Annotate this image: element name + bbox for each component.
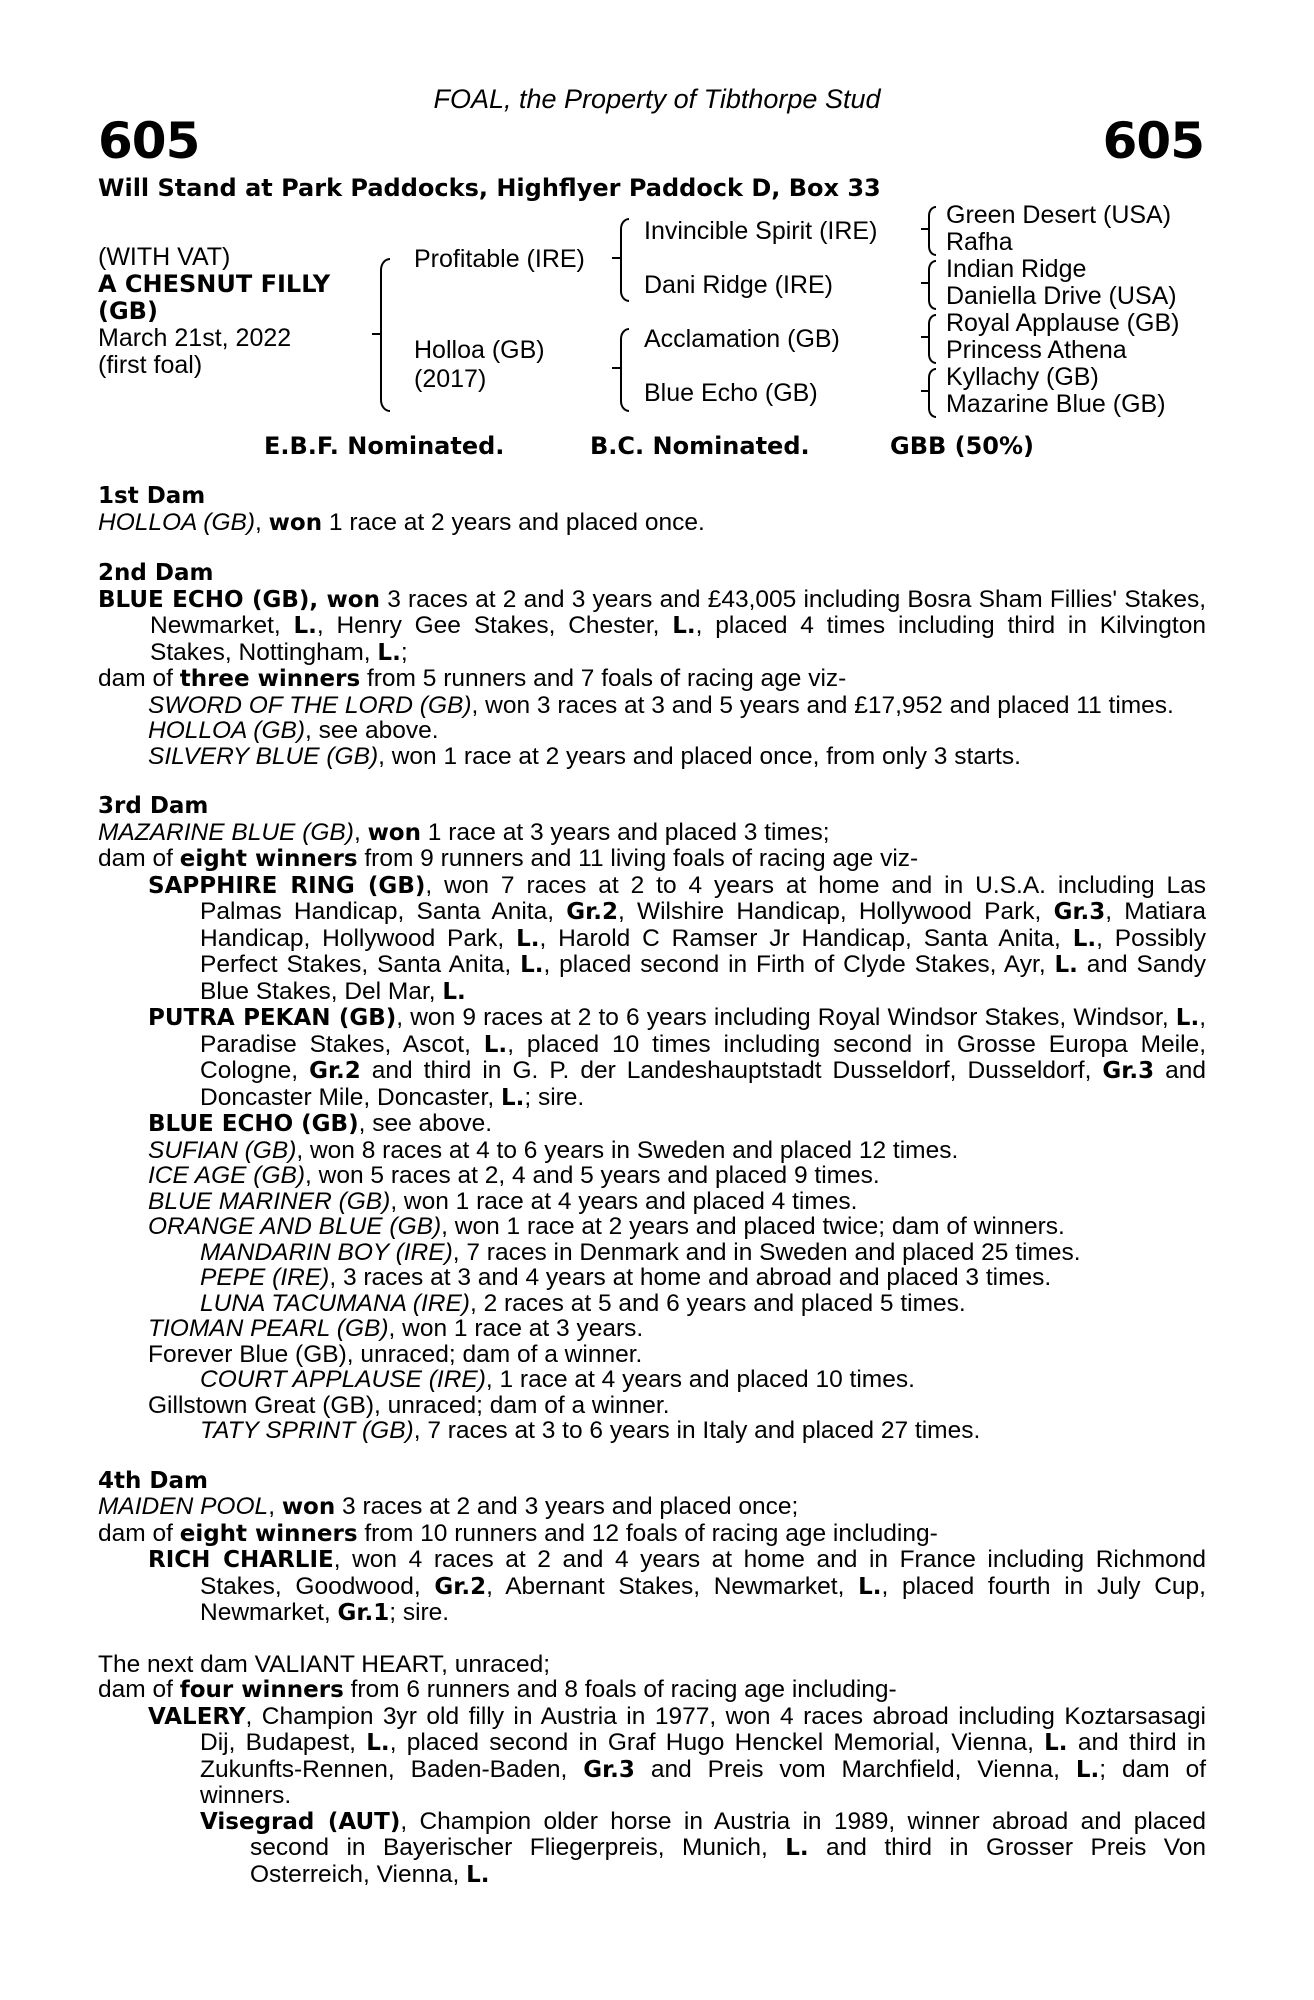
- progeny-text: , Champion older horse in Austria in 1989, winner abroad and placed second in Bayerischer Fliegerpreis, Munich,: [250, 1807, 1206, 1861]
- pedigree-brace-2b-tip: [612, 367, 620, 369]
- second-dam-heading: 2nd Dam: [98, 560, 214, 586]
- progeny-text: , won 7 races at 2 to 4 years at home and in U.S.A. including Las Palmas Handicap, Santa Anita,: [200, 871, 1206, 925]
- dam-year: (2017): [414, 365, 487, 393]
- progeny-text: ; sire.: [524, 1083, 585, 1111]
- subject-block: [98, 244, 330, 379]
- next-dam-entry: The next dam VALIANT HEART, unraced;: [98, 1650, 551, 1678]
- progeny-text: and Sandy Blue Stakes, Del Mar,: [200, 951, 1206, 1005]
- progeny-entry: [98, 1547, 1206, 1627]
- progeny-entry: Gillstown Great (GB), unraced; dam of a winner.: [148, 1391, 670, 1419]
- listed-badge: L.: [466, 1861, 490, 1888]
- third-dam-winners: eight winners: [179, 846, 358, 872]
- group-badge: Gr.2: [434, 1573, 487, 1600]
- group-badge: Gr.3: [1053, 899, 1106, 925]
- next-dam-produce: [98, 1677, 1206, 1704]
- gen4-6: Princess Athena: [946, 336, 1127, 364]
- fourth-dam-entry: MAIDEN POOL, won 3 races at 2 and 3 years and placed once;: [98, 1493, 799, 1520]
- second-dam-text: 3 races at 2 and 3 years and £43,005 including Bosra Sham Fillies' Stakes, Newmarket,: [150, 585, 1207, 639]
- second-dam-name: BLUE ECHO (GB): [98, 586, 310, 613]
- progeny-text: , 3 races at 3 and 4 years at home and abroad and placed 3 times.: [329, 1264, 1052, 1291]
- progeny-name: BLUE ECHO (GB): [148, 1111, 359, 1137]
- dam-sire: Acclamation (GB): [644, 325, 840, 353]
- second-dam-entry: [98, 587, 1206, 667]
- progeny-text: , won 1 race at 3 years.: [388, 1315, 644, 1342]
- sire-sire: Invincible Spirit (IRE): [644, 217, 878, 245]
- group-badge: Gr.2: [309, 1058, 361, 1084]
- page-title: FOAL, the Property of Tibthorpe Stud: [433, 84, 881, 114]
- progeny-name: TIOMAN PEARL (GB): [148, 1315, 389, 1342]
- listed-badge: L.: [516, 925, 540, 952]
- pedigree-brace-3d: [928, 368, 936, 418]
- progeny-text: , Champion 3yr old filly in Austria in 1977, won 4 races abroad including Koztarsasagi Dij, Budapest,: [200, 1702, 1206, 1756]
- pedigree-gen4: [946, 202, 1179, 418]
- dam-name: Holloa (GB): [414, 336, 545, 364]
- catalogue-body: [98, 484, 1206, 1888]
- third-dam-entry: MAZARINE BLUE (GB), won 1 race at 3 years and placed 3 times;: [98, 818, 830, 846]
- group-badge: Gr.2: [566, 899, 618, 925]
- listed-badge: L.: [366, 1730, 390, 1756]
- progeny-text: , 2 races at 5 and 6 years and placed 5 times.: [469, 1289, 966, 1317]
- grand-progeny-entry: [98, 1265, 1206, 1291]
- grand-progeny-entry: [98, 1367, 1206, 1393]
- listed-badge: L.: [520, 952, 544, 978]
- listed-badge: L.: [858, 1573, 882, 1600]
- bc-nomination: B.C. Nominated.: [590, 432, 810, 460]
- next-dam-winners: four winners: [179, 1677, 344, 1703]
- pedigree-brace-1: [380, 258, 390, 412]
- progeny-text: , won 3 races at 3 and 5 years and £17,952 and placed 11 times.: [471, 691, 1174, 719]
- progeny-name: SWORD OF THE LORD (GB): [148, 691, 472, 719]
- second-dam-produce-text: from 5 runners and 7 foals of racing age viz-: [360, 665, 847, 692]
- progeny-text: , Abernant Stakes, Newmarket,: [486, 1572, 859, 1600]
- progeny-entry: [98, 1111, 1206, 1138]
- progeny-entry: [98, 744, 1206, 770]
- gen4-4: Daniella Drive (USA): [946, 282, 1177, 310]
- third-dam-won: won: [367, 819, 421, 846]
- progeny-text: , Harold C Ramser Jr Handicap, Santa Anita,: [539, 924, 1073, 952]
- first-dam-text: 1 race at 2 years and placed once.: [322, 508, 705, 536]
- sire-dam: Dani Ridge (IRE): [644, 271, 833, 299]
- progeny-entry: [98, 718, 1206, 744]
- fourth-dam-produce: [98, 1521, 1206, 1548]
- progeny-name: VALERY: [148, 1703, 246, 1730]
- progeny-text: , Possibly Perfect Stakes, Santa Anita,: [200, 924, 1207, 978]
- pedigree-brace-1-tip: [372, 333, 380, 335]
- fourth-dam-winners: eight winners: [179, 1520, 358, 1547]
- second-dam-won: , won: [309, 586, 380, 613]
- second-dam-produce: [98, 666, 1206, 693]
- progeny-entry: [98, 1189, 1206, 1215]
- pedigree-brace-3b: [928, 260, 936, 310]
- progeny-text: , placed second in Graf Hugo Henckel Memorial, Vienna,: [389, 1729, 1045, 1756]
- first-dam-heading: 1st Dam: [98, 483, 206, 509]
- grand-progeny-entry: [98, 1291, 1206, 1317]
- listed-badge: L.: [377, 639, 401, 666]
- grand-progeny-entry: [98, 1418, 1206, 1444]
- second-dam-text2: , Henry Gee Stakes, Chester,: [316, 612, 673, 639]
- progeny-entry: Forever Blue (GB), unraced; dam of a winner.: [148, 1340, 643, 1368]
- fourth-dam-name: MAIDEN POOL: [98, 1493, 269, 1520]
- listed-badge: L.: [500, 1084, 525, 1111]
- progeny-text: , won 1 race at 2 years and placed twice; dam of winners.: [441, 1213, 1065, 1240]
- fourth-dam-text: 3 races at 2 and 3 years and placed once;: [335, 1493, 799, 1520]
- dam-of-label: dam of: [98, 665, 180, 692]
- pedigree-brace-3a: [928, 206, 936, 256]
- pedigree-brace-3b-tip: [921, 282, 929, 284]
- progeny-name: HOLLOA (GB): [148, 717, 306, 744]
- progeny-name: SAPPHIRE RING (GB): [148, 872, 426, 899]
- first-dam-name: HOLLOA (GB): [98, 508, 256, 536]
- foaling-date: March 21st, 2022: [98, 324, 292, 352]
- group-badge: Gr.3: [1102, 1058, 1155, 1084]
- group-badge: Gr.1: [337, 1600, 390, 1626]
- gen4-3: Indian Ridge: [946, 255, 1087, 283]
- first-dam-won: won: [268, 509, 323, 536]
- third-dam-text: 1 race at 3 years and placed 3 times;: [421, 818, 830, 846]
- progeny-text: , placed fourth in July Cup, Newmarket,: [200, 1572, 1206, 1626]
- progeny-text: , Matiara Handicap, Hollywood Park,: [200, 898, 1206, 952]
- progeny-text: , 7 races in Denmark and in Sweden and placed 25 times.: [452, 1238, 1081, 1266]
- next-dam-produce-text: from 6 runners and 8 foals of racing age including-: [343, 1676, 897, 1703]
- listed-badge: L.: [483, 1031, 508, 1058]
- pedigree-brace-2b: [620, 328, 629, 412]
- listed-badge: L.: [672, 613, 696, 639]
- progeny-name: SUFIAN (GB): [148, 1136, 297, 1164]
- progeny-entry: [98, 1316, 1206, 1342]
- progeny-entry: [98, 1214, 1206, 1240]
- subject-name-country: (GB): [98, 297, 158, 325]
- vat-label: (WITH VAT): [98, 243, 231, 271]
- progeny-entry: [98, 873, 1206, 1006]
- dam-dam: Blue Echo (GB): [644, 379, 818, 407]
- third-dam-produce: [98, 846, 1206, 873]
- lot-number-left: 605: [98, 112, 200, 170]
- group-badge: Gr.3: [583, 1756, 635, 1783]
- listed-badge: L.: [1072, 925, 1097, 952]
- foal-note: (first foal): [98, 351, 203, 379]
- gen4-8: Mazarine Blue (GB): [946, 390, 1166, 418]
- ebf-nomination: E.B.F. Nominated.: [264, 432, 505, 460]
- progeny-text: , won 1 race at 4 years and placed 4 times.: [390, 1187, 858, 1215]
- pedigree-brace-3c: [928, 314, 936, 364]
- listed-badge: L.: [1075, 1756, 1100, 1783]
- listed-badge: L.: [1175, 1005, 1200, 1031]
- progeny-name: RICH CHARLIE: [148, 1547, 334, 1573]
- gen4-1: Green Desert (USA): [946, 201, 1172, 229]
- gen4-7: Kyllachy (GB): [946, 363, 1099, 391]
- pedigree-brace-2a: [620, 218, 629, 302]
- listed-badge: L.: [1054, 952, 1078, 978]
- progeny-name: PEPE (IRE): [200, 1264, 330, 1291]
- pedigree-brace-3d-tip: [921, 390, 929, 392]
- third-dam-name: MAZARINE BLUE (GB): [98, 818, 354, 846]
- sire-name: Profitable (IRE): [414, 245, 585, 273]
- third-dam-produce-text: from 9 runners and 11 living foals of racing age viz-: [357, 845, 919, 872]
- dam-of-label: dam of: [98, 1519, 180, 1547]
- listed-badge: L.: [1044, 1730, 1068, 1756]
- progeny-name: LUNA TACUMANA (IRE): [200, 1289, 470, 1317]
- progeny-text: , placed second in Firth of Clyde Stakes, Ayr,: [543, 951, 1055, 978]
- dam-of-label: dam of: [98, 1676, 180, 1703]
- lot-number-right: 605: [1102, 112, 1204, 170]
- gbb-nomination: GBB (50%): [890, 432, 1035, 460]
- progeny-text: and third in Zukunfts-Rennen, Baden-Baden,: [200, 1729, 1206, 1783]
- progeny-name: PUTRA PEKAN (GB): [148, 1005, 397, 1031]
- listed-badge: L.: [785, 1835, 809, 1861]
- progeny-text: , see above.: [358, 1110, 493, 1137]
- third-dam-heading: 3rd Dam: [98, 793, 209, 819]
- second-dam-text4: ;: [400, 638, 408, 666]
- listed-badge: L.: [442, 978, 466, 1005]
- progeny-text: , Paradise Stakes, Ascot,: [200, 1004, 1207, 1058]
- progeny-name: TATY SPRINT (GB): [200, 1417, 414, 1444]
- progeny-name: ICE AGE (GB): [148, 1162, 306, 1189]
- progeny-text: , won 5 races at 2, 4 and 5 years and placed 9 times.: [305, 1162, 880, 1189]
- grand-progeny-entry: [98, 1809, 1206, 1889]
- stand-location: Will Stand at Park Paddocks, Highflyer Paddock D, Box 33: [98, 174, 881, 202]
- progeny-text: and third in G. P. der Landeshauptstadt Dusseldorf, Dusseldorf,: [360, 1057, 1103, 1084]
- progeny-entry: [98, 1163, 1206, 1189]
- gen4-2: Rafha: [946, 228, 1013, 256]
- progeny-entry: [98, 693, 1206, 719]
- progeny-text: , won 9 races at 2 to 6 years including Royal Windsor Stakes, Windsor,: [396, 1004, 1176, 1031]
- pedigree-brace-3a-tip: [921, 228, 929, 230]
- pedigree-brace-3c-tip: [921, 336, 929, 338]
- progeny-text: , placed 10 times including second in Grosse Europa Meile, Cologne,: [200, 1030, 1206, 1084]
- pedigree-brace-2a-tip: [612, 257, 620, 259]
- dam-of-label: dam of: [98, 845, 180, 872]
- progeny-text: and third in Grosser Preis Von Osterreich, Vienna,: [250, 1834, 1206, 1888]
- progeny-name: COURT APPLAUSE (IRE): [200, 1366, 486, 1393]
- progeny-entry: [98, 1704, 1206, 1809]
- progeny-text: , won 8 races at 4 to 6 years in Sweden and placed 12 times.: [296, 1136, 959, 1164]
- grand-progeny-entry: [98, 1240, 1206, 1266]
- progeny-name: Visegrad (AUT): [200, 1808, 401, 1835]
- gen4-5: Royal Applause (GB): [946, 309, 1180, 337]
- progeny-entry: [98, 1138, 1206, 1164]
- progeny-text: , won 4 races at 2 and 4 years at home and in France including Richmond Stakes, Goodwood,: [200, 1546, 1206, 1600]
- fourth-dam-produce-text: from 10 runners and 12 foals of racing age including-: [357, 1519, 938, 1547]
- progeny-text: , 1 race at 4 years and placed 10 times.: [485, 1366, 915, 1393]
- progeny-name: BLUE MARINER (GB): [148, 1187, 391, 1215]
- fourth-dam-won: won: [281, 1494, 336, 1520]
- dam-block: [414, 336, 545, 394]
- subject-name: A CHESNUT FILLY: [98, 270, 331, 298]
- progeny-text: , Wilshire Handicap, Hollywood Park,: [617, 898, 1054, 925]
- second-dam-text3: , placed 4 times including third in Kilvington Stakes, Nottingham,: [150, 612, 1206, 666]
- progeny-name: MANDARIN BOY (IRE): [200, 1238, 453, 1266]
- second-dam-winners: three winners: [179, 666, 361, 692]
- progeny-text: ; sire.: [389, 1599, 450, 1626]
- progeny-text: and Preis vom Marchfield, Vienna,: [634, 1755, 1076, 1783]
- progeny-name: SILVERY BLUE (GB): [148, 742, 379, 770]
- listed-badge: L.: [293, 613, 317, 639]
- progeny-text: and Doncaster Mile, Doncaster,: [200, 1057, 1206, 1111]
- progeny-entry: [98, 1005, 1206, 1111]
- progeny-name: ORANGE AND BLUE (GB): [148, 1213, 442, 1240]
- fourth-dam-heading: 4th Dam: [98, 1467, 208, 1494]
- progeny-text: , won 1 race at 2 years and placed once, from only 3 starts.: [378, 742, 1021, 770]
- progeny-text: , see above.: [305, 717, 439, 744]
- progeny-text: , 7 races at 3 to 6 years in Italy and placed 27 times.: [413, 1417, 981, 1444]
- first-dam-entry: HOLLOA (GB), won 1 race at 2 years and placed once.: [98, 508, 705, 536]
- progeny-text: ; dam of winners.: [200, 1755, 1207, 1809]
